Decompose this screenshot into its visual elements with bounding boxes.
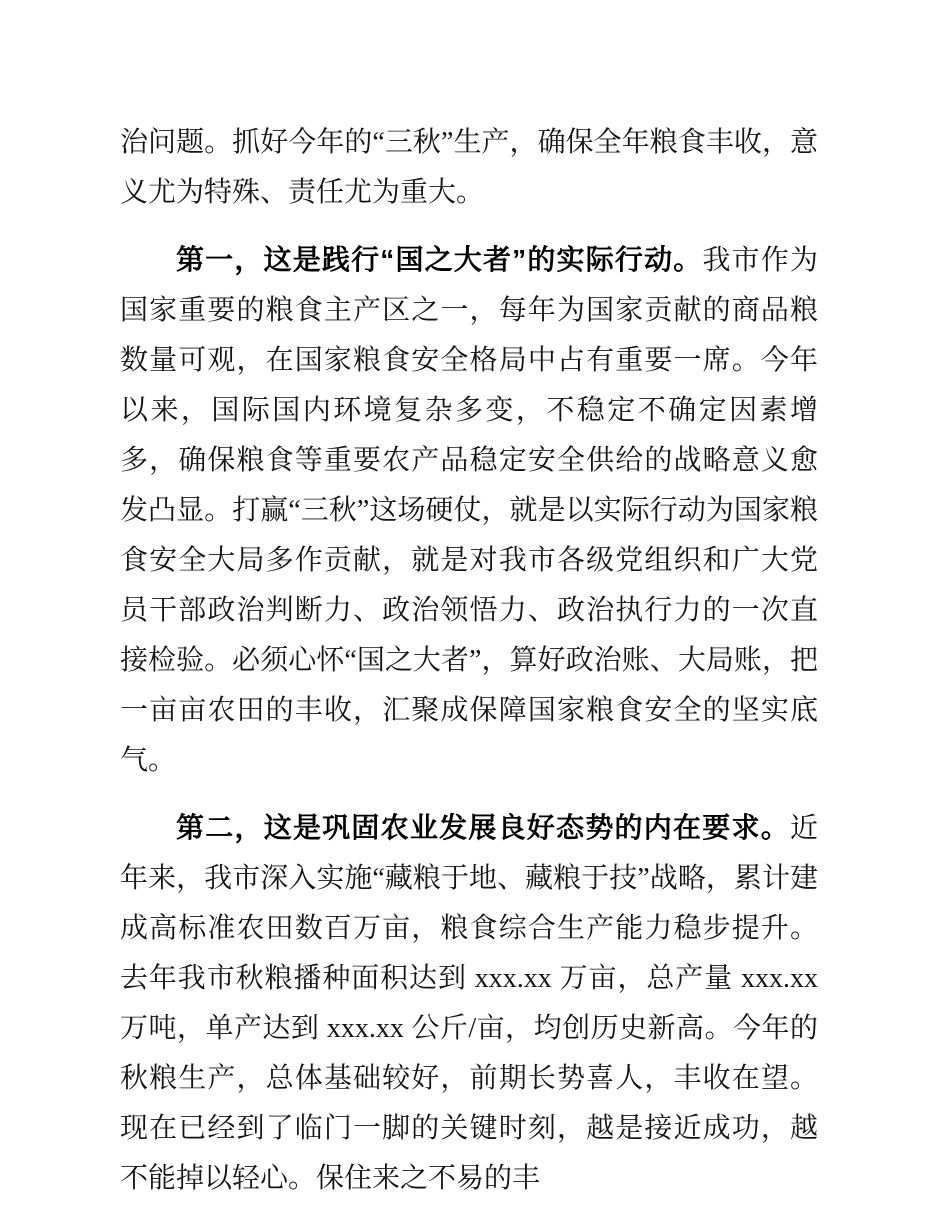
paragraph-second-point	[120, 803, 818, 1204]
paragraph-lead-bold: 第一，这是践行“国之大者”的实际行动。	[176, 244, 703, 275]
paragraph-text: 近年来，我市深入实施“藏粮于地、藏粮于技”战略，累计建成高标准农田数百万亩，粮食综合生产能力稳步提升。去年我市秋粮播种面积达到 xxx.xx 万亩，总产量 xxx.xx 万吨，单产达到 xxx.xx 公斤/亩，均创历史新高。今年的秋粮生产，总体基础较好，前期长势喜人，丰收在望。现在已经到了临门一脚的关键时刻，越是接近成功，越不能掉以轻心。保住来之不易的丰	[120, 813, 818, 1194]
paragraph-first-point	[120, 235, 818, 786]
paragraph-text: 治问题。抓好今年的“三秋”生产，确保全年粮食丰收，意义尤为特殊、责任尤为重大。	[120, 127, 818, 208]
paragraph-text: 我市作为国家重要的粮食主产区之一，每年为国家贡献的商品粮数量可观，在国家粮食安全格局中占有重要一席。今年以来，国际国内环境复杂多变，不稳定不确定因素增多，确保粮食等重要农产品稳定安全供给的战略意义愈发凸显。打赢“三秋”这场硬仗，就是以实际行动为国家粮食安全大局多作贡献，就是对我市各级党组织和广大党员干部政治判断力、政治领悟力、政治执行力的一次直接检验。必须心怀“国之大者”，算好政治账、大局账，把一亩亩农田的丰收，汇聚成保障国家粮食安全的坚实底气。	[120, 245, 818, 776]
paragraph-continuation	[120, 118, 818, 218]
paragraph-lead-bold: 第二，这是巩固农业发展良好态势的内在要求。	[176, 812, 790, 843]
